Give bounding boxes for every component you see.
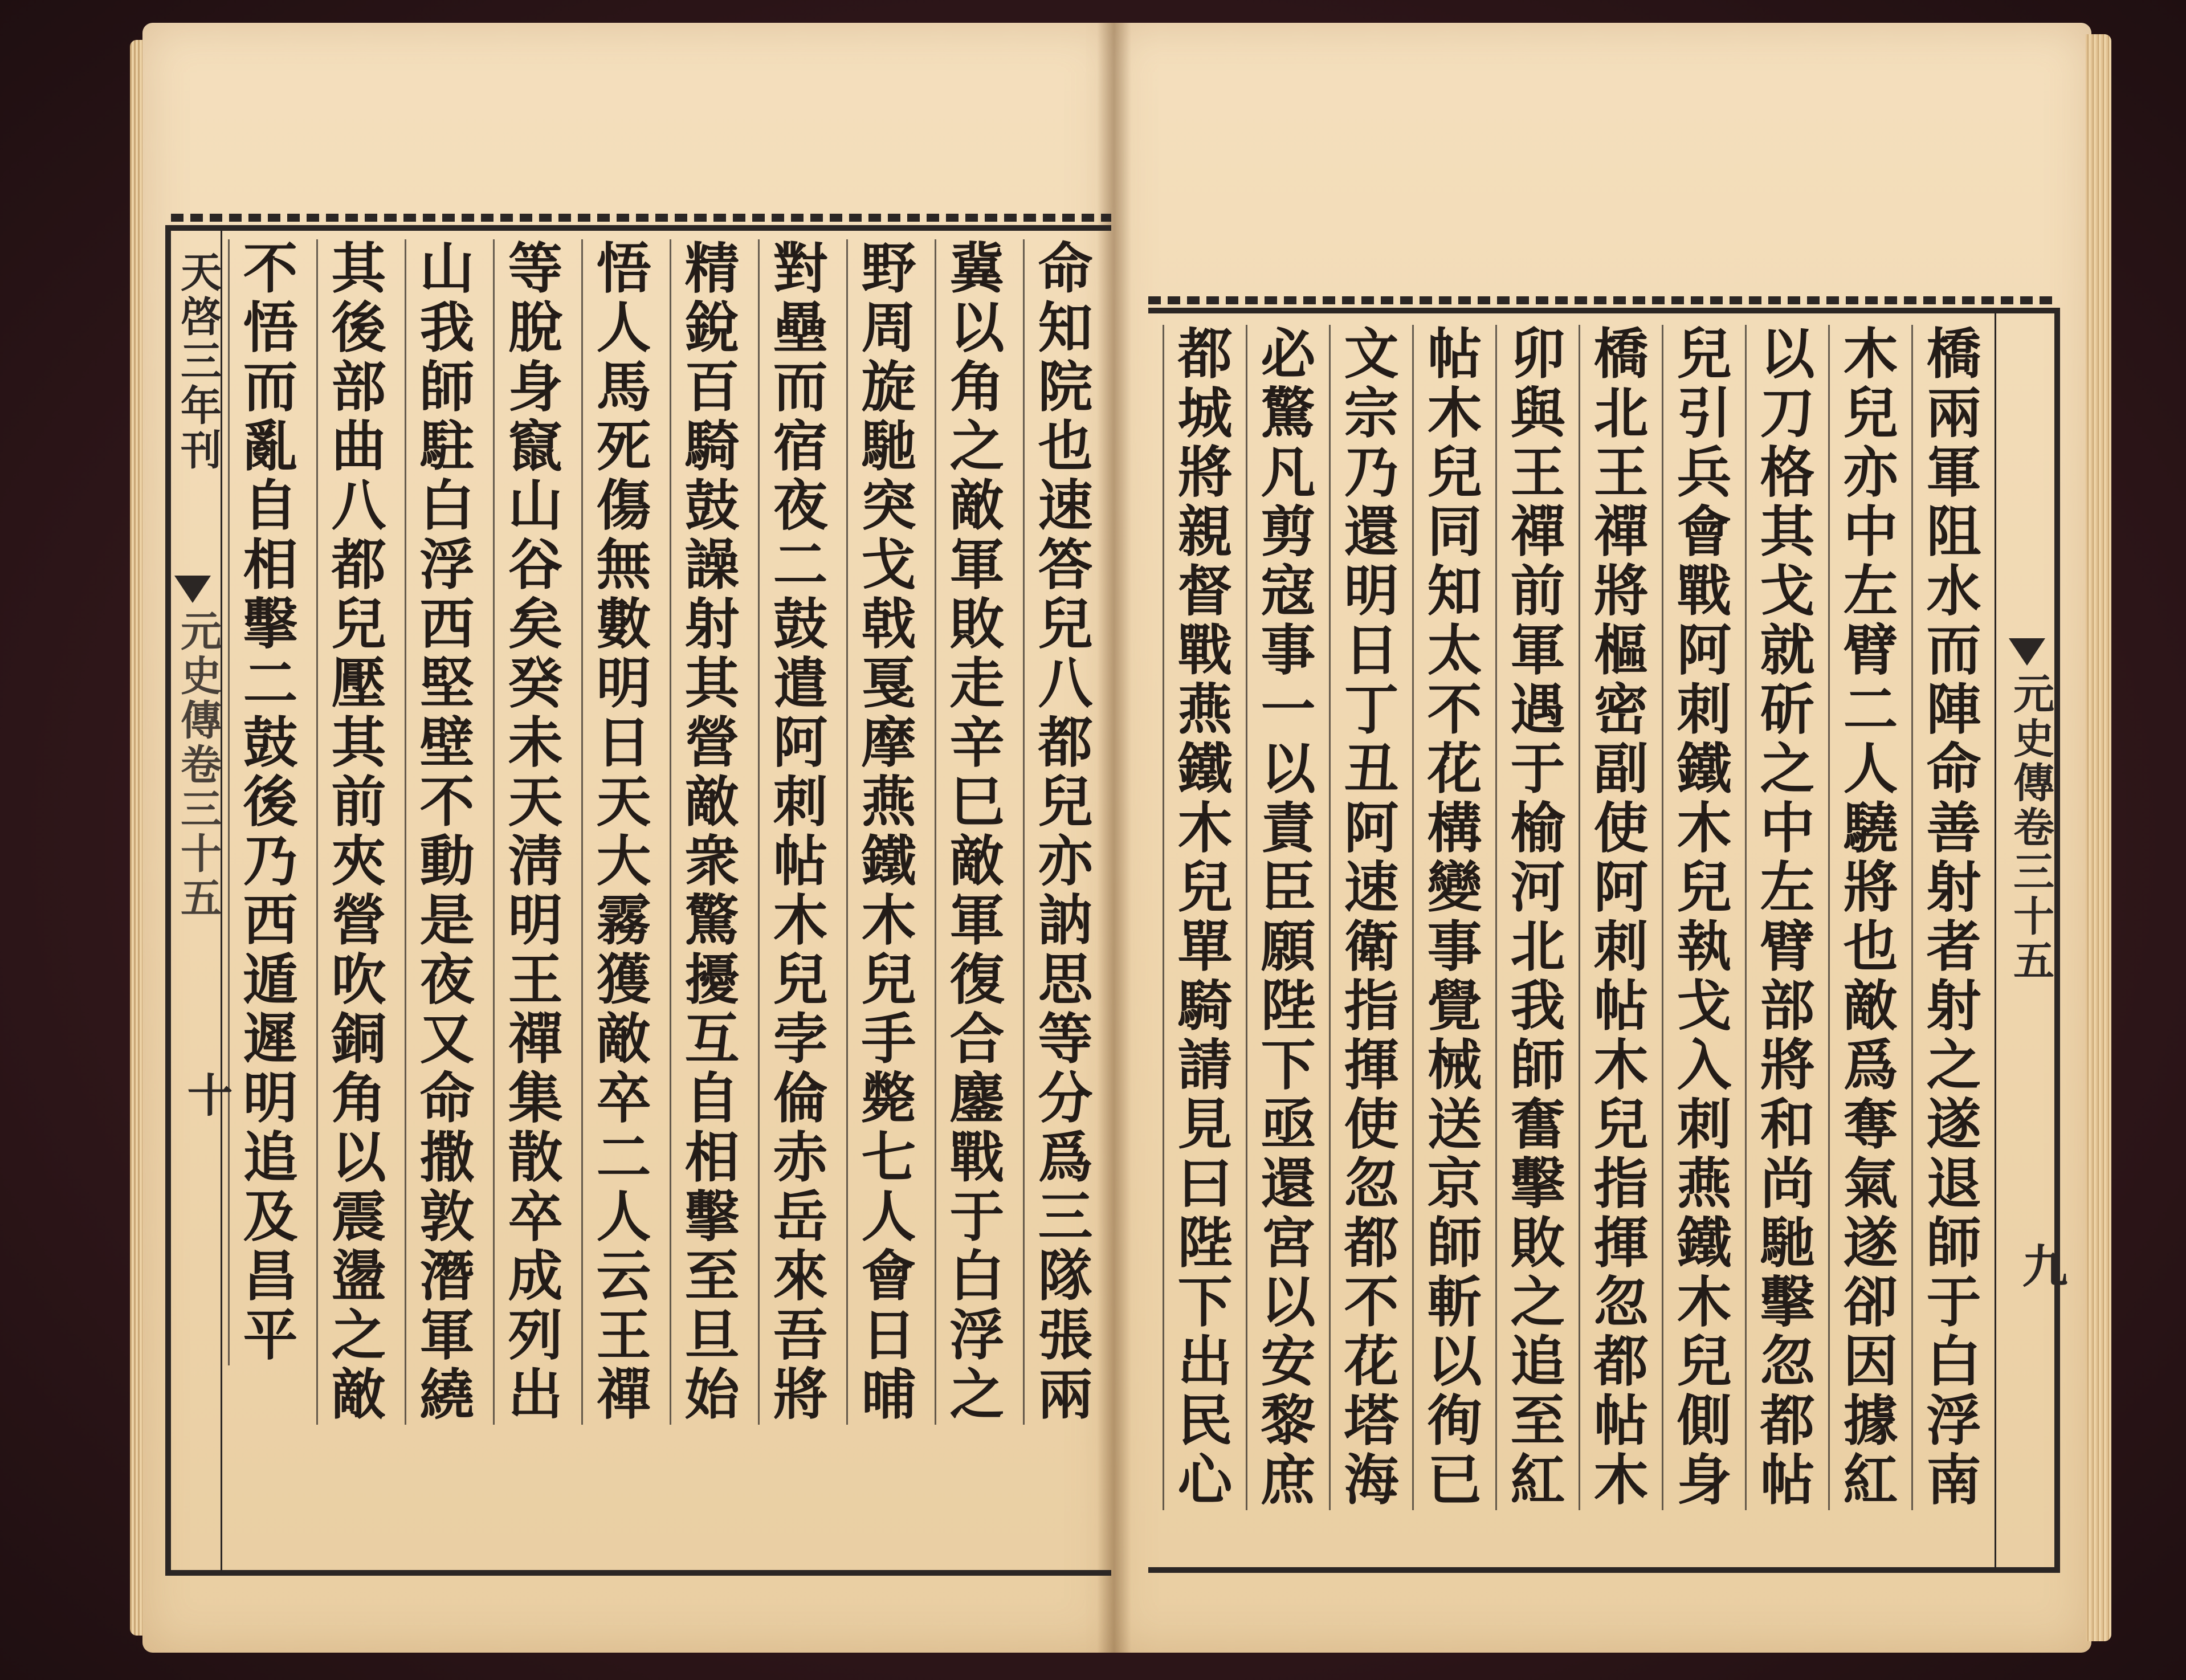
left-page-title: 元史傳卷三十五 [174, 610, 222, 921]
left-page-text-column: 命知院也速答兒八都兒亦訥思等分爲三隊張兩 [1023, 239, 1098, 1425]
right-page-text-column: 橋北王禪將樞密副使阿刺帖木兒指揮忽都帖木 [1579, 325, 1653, 1510]
right-page-edges [2086, 34, 2111, 1641]
left-page-text-column: 精銳百騎鼓譟射其營敵衆驚擾互自相擊至旦始 [670, 239, 744, 1425]
left-page-edition-note: 天啓三年刊 [174, 251, 222, 473]
left-page-text-column: 不悟而亂自相擊二鼓後乃西遁遲明追及昌平 [228, 239, 303, 1365]
right-page-text-column: 以刀格其戈就斫之中左臂部將和尚馳擊忽都帖 [1745, 325, 1820, 1510]
left-page-text-column: 對壘而宿夜二鼓遣阿刺帖木兒孛倫赤岳來吾將 [758, 239, 833, 1425]
left-page-leaf-number: 十 [180, 1071, 233, 1117]
right-page-text-column: 帖木兒同知太不花構變事覺械送京師斬以徇已 [1412, 325, 1487, 1510]
fish-tail-mark-icon-right [2009, 638, 2045, 666]
left-page-text-column: 等脫身竄山谷矣癸未天淸明王禪集散卒成列出 [493, 239, 568, 1425]
right-page-text-column: 卯與王禪前軍遇于榆河北我師奮擊敗之追至紅 [1495, 325, 1570, 1510]
left-page-text-column: 野周旋馳突戈戟戛摩燕鐵木兒手斃七人會日晡 [846, 239, 921, 1425]
left-page-text-column: 其後部曲八都兒壓其前夾營吹銅角以震盪之敵 [316, 239, 391, 1425]
right-page-title: 元史傳卷三十五 [2006, 672, 2055, 984]
right-page-text-column: 兒引兵會戰阿刺鐵木兒執戈入刺燕鐵木兒側身 [1662, 325, 1736, 1510]
left-page-text-column: 悟人馬死傷無數明日天大霧獲敵卒二人云王禪 [581, 239, 656, 1425]
fish-tail-mark-icon [174, 576, 211, 603]
right-page-text-column: 文宗乃還明日丁丑阿速衛指揮使忽都不花塔海 [1329, 325, 1404, 1510]
right-page-text-column: 橋兩軍阻水而陣命善射者射之遂退師于白浮南 [1911, 325, 1986, 1510]
right-page-text-column: 必驚凡剪寇事一以責臣願陛下亟還宮以安黎庶 [1246, 325, 1320, 1510]
left-page-text-column: 山我師駐白浮西堅壁不動是夜又命撒敦潛軍繞 [405, 239, 479, 1425]
left-page-text-column: 冀以角之敵軍敗走辛巳敵軍復合鏖戰于白浮之 [935, 239, 1009, 1425]
right-page-leaf-number: 九 [2014, 1242, 2068, 1288]
right-page-text-column: 木兒亦中左臂二人驍將也敵爲奪氣遂卻因據紅 [1828, 325, 1903, 1510]
right-page-text-column: 都城將親督戰燕鐵木兒單騎請見曰陛下出民心 [1163, 325, 1237, 1510]
